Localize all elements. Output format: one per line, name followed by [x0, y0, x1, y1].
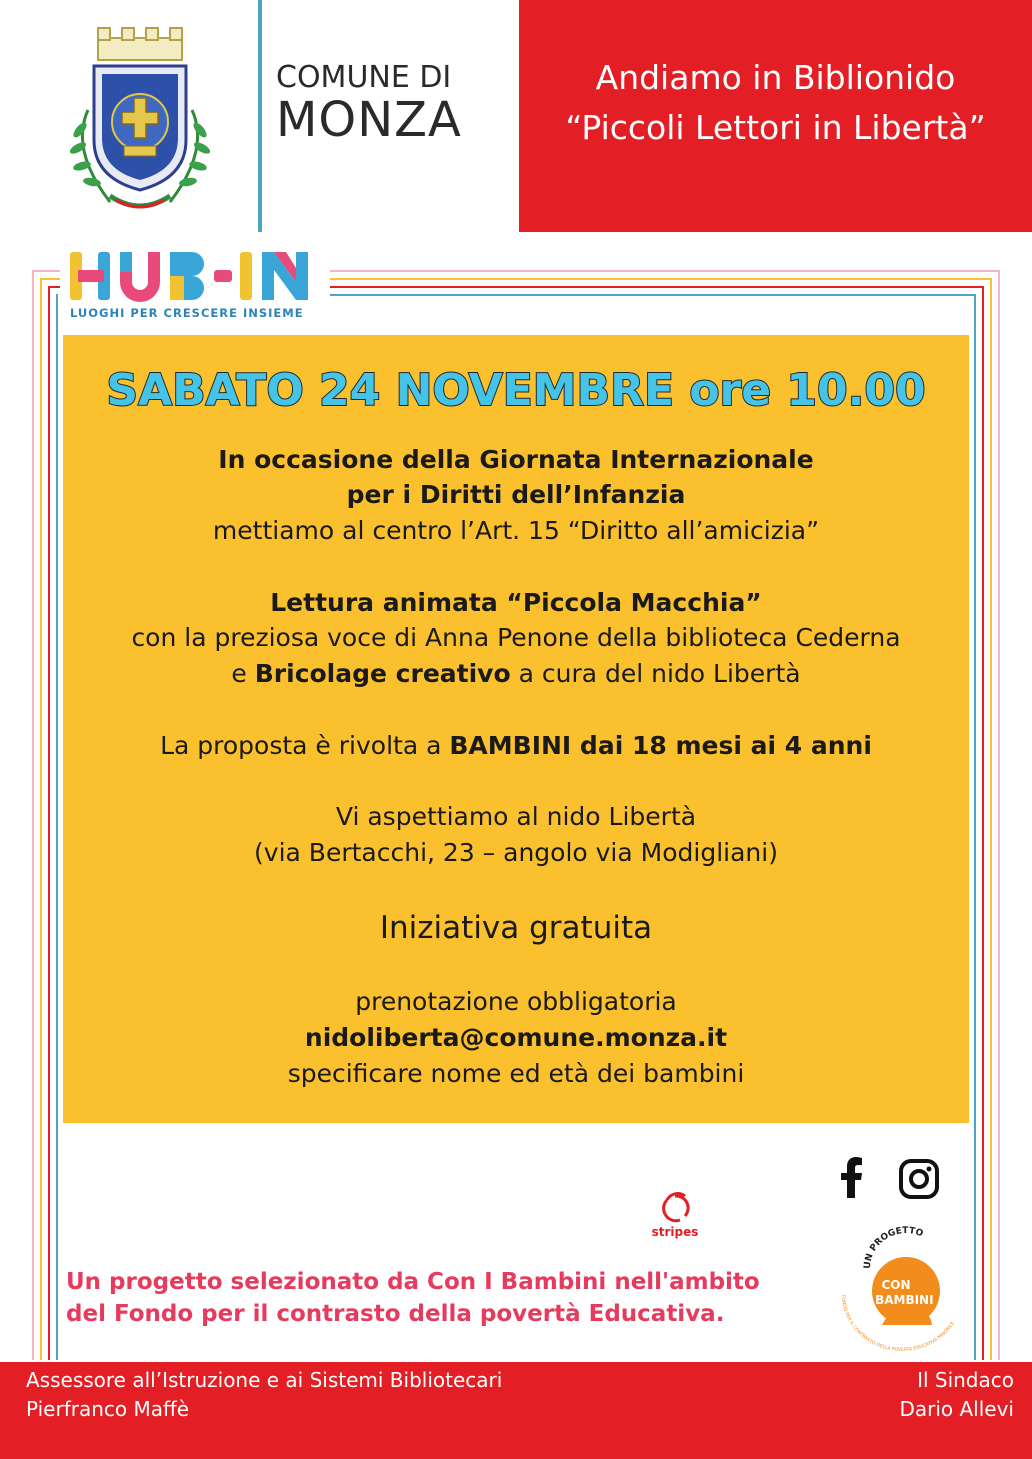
- free-event-label: Iniziativa gratuita: [379, 910, 653, 946]
- project-note-line1: Un progetto selezionato da Con I Bambini nell'ambito: [66, 1269, 760, 1295]
- hub-in-logo: [68, 250, 318, 302]
- occasion-line2: per i Diritti dell’Infanzia: [346, 480, 686, 509]
- comune-label: COMUNE DI: [276, 60, 452, 95]
- booking-required: prenotazione obbligatoria: [355, 987, 677, 1016]
- header-divider: [258, 0, 262, 232]
- booking-email[interactable]: nidoliberta@comune.monza.it: [304, 1023, 728, 1052]
- location-line2: (via Bertacchi, 23 – angolo via Modigliani): [254, 838, 778, 867]
- stripes-logo-text: stripes: [651, 1225, 699, 1239]
- booking-instructions: specificare nome ed età dei bambini: [287, 1059, 745, 1088]
- con-i-bambini-arc-text: FONDO PER IL CONTRASTO DELLA POVERTÀ EDUCATIVA MINORILE: [839, 1294, 956, 1354]
- con-i-bambini-top-label: UN PROGETTO: [862, 1225, 925, 1270]
- hub-in-tagline: LUOGHI PER CRESCERE INSIEME: [70, 306, 304, 320]
- con-i-bambini-line2: I BAMBINI: [866, 1293, 934, 1307]
- project-note-line2: del Fondo per il contrasto della povertà Educativa.: [66, 1301, 725, 1327]
- monza-coat-of-arms-logo: [50, 20, 230, 220]
- event-date-title-text: SABATO 24 NOVEMBRE ore 10.00: [106, 365, 926, 416]
- assessore-name: Pierfranco Maffè: [26, 1397, 190, 1421]
- reading-line3-suffix: a cura del nido Libertà: [510, 659, 801, 688]
- event-details-box: [63, 335, 969, 1123]
- reading-line3-bricolage: Bricolage creativo: [254, 659, 511, 688]
- event-title-banner: [519, 0, 1032, 232]
- reading-line3-prefix: e: [231, 659, 255, 688]
- con-i-bambini-line1: CON: [881, 1278, 911, 1292]
- instagram-icon[interactable]: [898, 1158, 940, 1200]
- reading-line1: Lettura animata “Piccola Macchia”: [270, 588, 762, 617]
- reading-line3: [63, 659, 969, 688]
- location-line1: Vi aspettiamo al nido Libertà: [335, 802, 697, 831]
- audience-prefix: La proposta è rivolta a: [160, 731, 450, 760]
- facebook-icon[interactable]: [838, 1156, 864, 1198]
- occasion-line1: In occasione della Giornata Internazionale: [218, 445, 814, 474]
- audience-age-range: BAMBINI dai 18 mesi ai 4 anni: [449, 731, 872, 760]
- con-i-bambini-logo: [830, 1225, 970, 1355]
- stripes-logo: [640, 1190, 710, 1246]
- comune-city-name: MONZA: [276, 92, 462, 148]
- assessore-title: Assessore all’Istruzione e ai Sistemi Bibliotecari: [26, 1368, 503, 1392]
- footer-signatures: [0, 1362, 1032, 1459]
- sindaco-name: Dario Allevi: [899, 1397, 1014, 1421]
- reading-line2: con la preziosa voce di Anna Penone della biblioteca Cederna: [131, 623, 901, 652]
- event-date-title: [63, 357, 969, 427]
- audience-line: [63, 731, 969, 760]
- occasion-line3: mettiamo al centro l’Art. 15 “Diritto all’amicizia”: [212, 516, 820, 545]
- event-title-line1: Andiamo in Biblionido: [595, 58, 956, 97]
- sindaco-title: Il Sindaco: [917, 1368, 1014, 1392]
- event-title-line2: “Piccoli Lettori in Libertà”: [565, 108, 986, 147]
